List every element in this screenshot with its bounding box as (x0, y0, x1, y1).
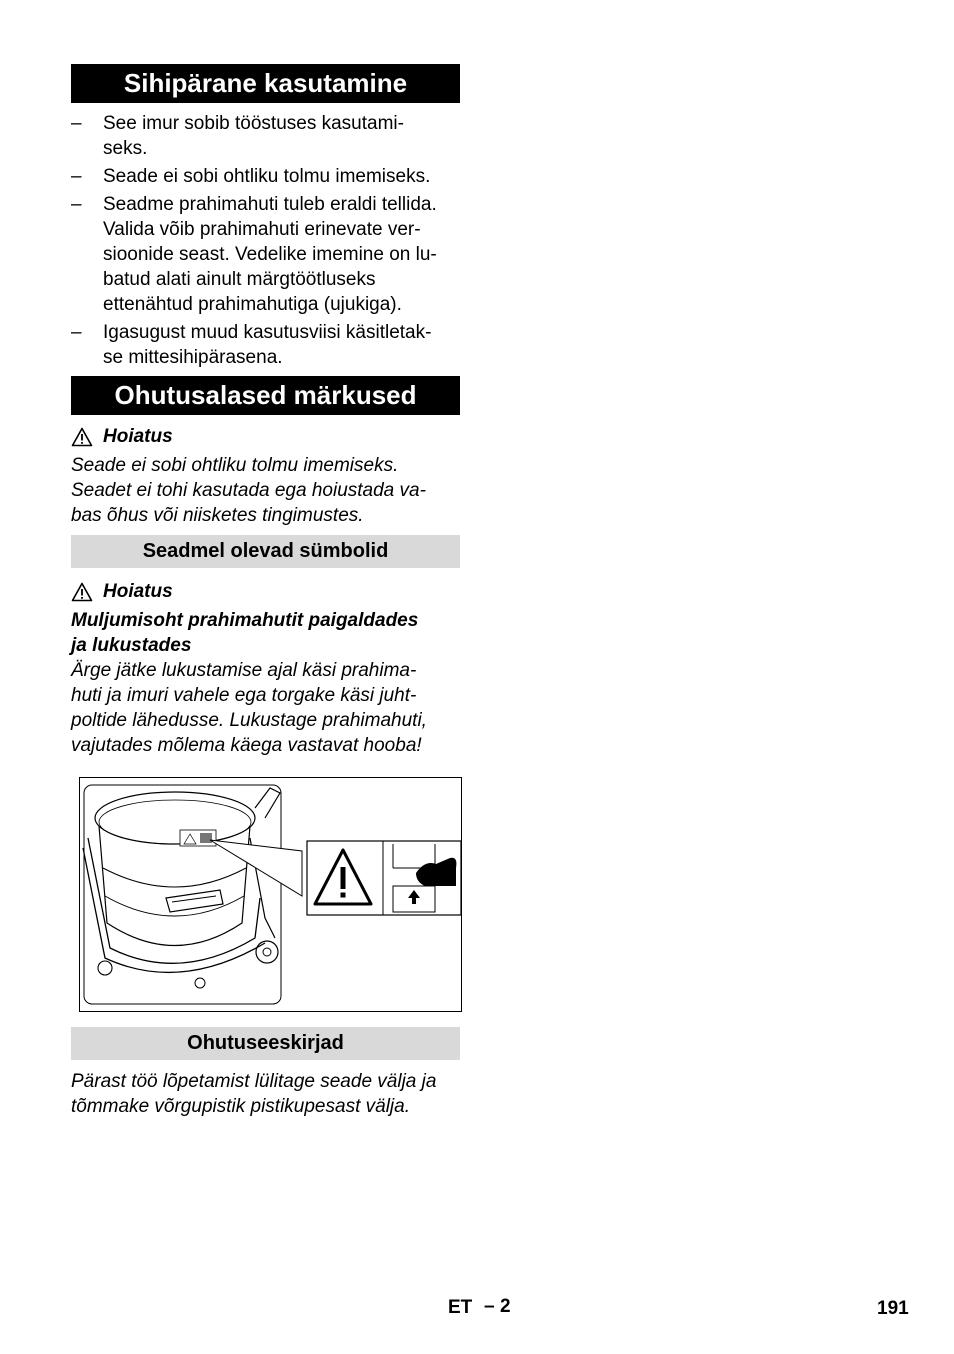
vacuum-container-illustration (80, 778, 461, 1011)
page-number: 191 (877, 1298, 909, 1319)
section-heading-symbols: Seadmel olevad sümbolid (71, 535, 460, 568)
intended-use-list (71, 111, 460, 373)
section-heading-intended-use: Sihipärane kasutamine (71, 64, 460, 103)
warning-title: Muljumisoht prahimahutit paigaldades ja lukustades (71, 610, 419, 656)
list-item: – Seadme prahimahuti tuleb eraldi tellida. Valida võib prahimahuti erinevate ver- sioonide seast. Vedelike imemine on lu- batud alati ainult märgtöötluseks ettenähtud prahimahutiga (ujukiga). (71, 194, 437, 315)
list-item: – See imur sobib tööstuses kasutami- seks. (71, 113, 404, 159)
list-item: – Igasugust muud kasutusviisi käsitletak- se mittesihipärasena. (71, 322, 432, 368)
warning-triangle-icon (71, 582, 93, 602)
warning-text: Ärge jätke lukustamise ajal käsi prahima- huti ja imuri vahele ega torgake käsi juht- poltide lähedusse. Lukustage prahimahuti, vajutades mõlema käega vastavat hooba! (71, 660, 427, 756)
warning-text: Seade ei sobi ohtliku tolmu imemiseks. Seadet ei tohi kasutada ega hoiustada va- bas õhus või niisketes tingimustes. (71, 455, 426, 526)
list-item: – Seade ei sobi ohtliku tolmu imemiseks. (71, 166, 431, 187)
warning-heading: Hoiatus (71, 424, 173, 449)
footer-language: ET (448, 1297, 473, 1318)
section-heading-safety: Ohutusalased märkused (71, 376, 460, 415)
footer-dash: – (484, 1296, 495, 1317)
figure-crush-hazard-label (79, 777, 462, 1012)
footer-section-number: 2 (500, 1296, 511, 1317)
safety-rules-text: Pärast töö lõpetamist lülitage seade välja ja tõmmake võrgupistik pistikupesast välja. (71, 1071, 437, 1117)
section-heading-safety-rules: Ohutuseeskirjad (71, 1027, 460, 1060)
warning-heading: Hoiatus (71, 579, 173, 604)
warning-triangle-icon (71, 427, 93, 447)
